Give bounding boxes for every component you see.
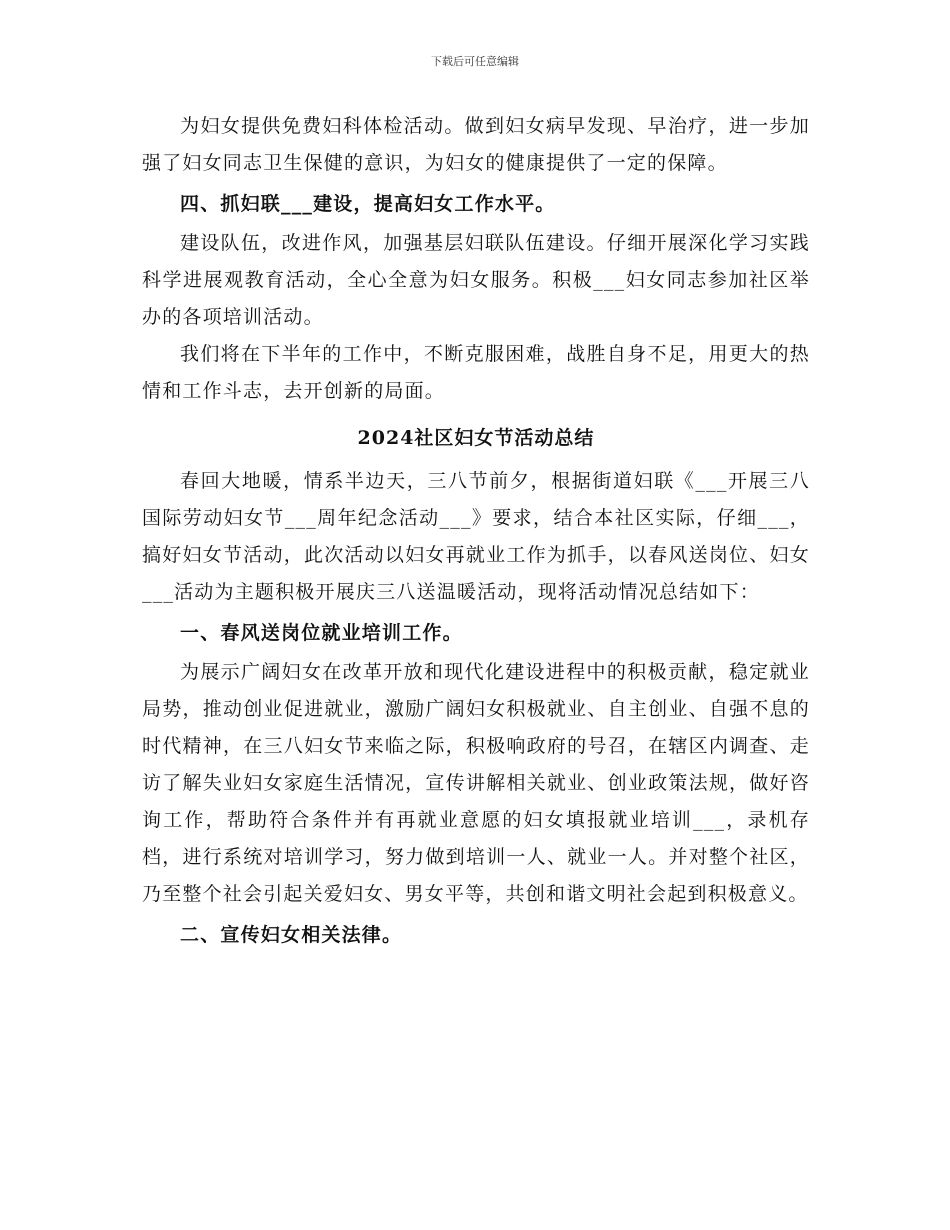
paragraph-intro: 春回大地暖，情系半边天，三八节前夕，根据街道妇联《___开展三八国际劳动妇女节___周年纪念活动___》要求，结合本社区实际，仔细___，搞好妇女节活动，此次活动以妇女再就业工作为抓手，以春风送岗位、妇女___活动为主题积极开展庆三八送温暖活动，现将活动情况总结如下： [142,470,810,603]
paragraph-closing: 我们将在下半年的工作中，不断克服困难，战胜自身不足，用更大的热情和工作斗志，去开创新的局面。 [142,343,810,402]
paragraph-text: 为妇女提供免费妇科体检活动。做到妇女病早发现、早治疗，进一步加强了妇女同志卫生保健的意识，为妇女的健康提供了一定的保障。 [142,115,810,174]
section-heading-1: 一、春风送岗位就业培训工作。 [180,622,463,644]
page-header-note: 下载后可任意编辑 [431,55,519,68]
paragraph-team-building: 建设队伍，改进作风，加强基层妇联队伍建设。仔细开展深化学习实践科学进展观教育活动，全心全意为妇女服务。积极___妇女同志参加社区举办的各项培训活动。 [142,232,810,328]
paragraph-employment-training: 为展示广阔妇女在改革开放和现代化建设进程中的积极贡献，稳定就业局势，推动创业促进就业，激励广阔妇女积极就业、自主创业、自强不息的时代精神，在三八妇女节来临之际，积极响政府的号召，在辖区内调查、走访了解失业妇女家庭生活情况，宣传讲解相关就业、创业政策法规，做好咨询工作，帮助符合条件并有再就业意愿的妇女填报就业培训___，录机存档，进行系统对培训学习，努力做到培训一人、就业一人。并对整个社区，乃至整个社会引起关爱妇女、男女平等，共创和谐文明社会起到积极意义。 [142,661,810,905]
section-heading-2: 二、宣传妇女相关法律。 [180,924,403,946]
document-title: 2024社区妇女节活动总结 [357,427,595,449]
section-heading-4: 四、抓妇联___建设，提高妇女工作水平。 [180,193,556,215]
document-body [142,108,810,956]
paragraph-continued [142,108,810,182]
